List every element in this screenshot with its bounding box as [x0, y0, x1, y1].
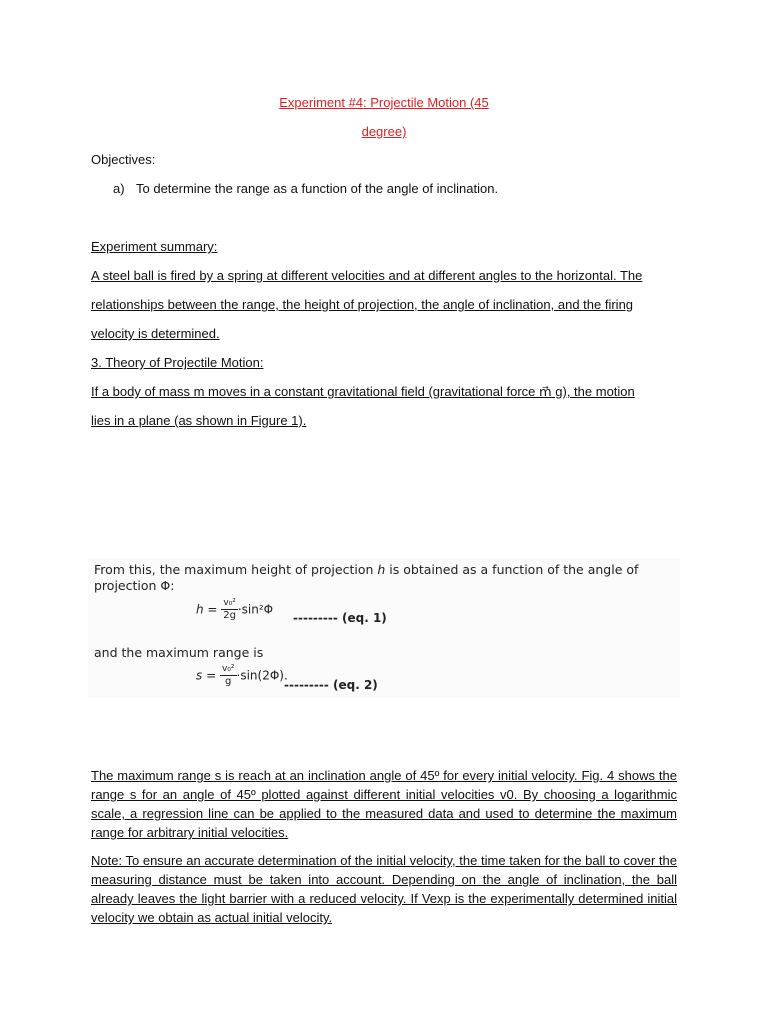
equation-2 — [196, 664, 288, 688]
page-title-continued: degree) — [361, 124, 407, 139]
eq1-rhs: ·sin²Φ — [237, 602, 274, 617]
figure-mid-text: and the maximum range is — [94, 645, 264, 660]
paragraph-note: Note: To ensure an accurate determination of the initial velocity, the time taken for the ball to cover the measuring distance must be taken into account. Depending on the angle of inclination, the ball already leaves the light barrier with a reduced velocity. If Vexp is the experimentally determined initial velocity we obtain as actual initial velocity. — [91, 853, 677, 925]
paragraph-maximum-range: The maximum range s is reach at an inclination angle of 45º for every initial velocity. Fig. 4 shows the range s for an angle of 45º plotted against different initial velocities v0. By choosing a logarithmic scale, a regression line can be applied to the measured data and used to determine the maximum range for arbitrary initial velocities. — [91, 768, 677, 840]
summary-line: relationships between the range, the height of projection, the angle of inclination, and the firing — [91, 297, 634, 312]
eq2-fraction: $\frac{\text{v₀²}}{g}$ — [221, 664, 235, 687]
summary-line: velocity is determined. — [91, 326, 220, 341]
theory-line: If a body of mass m moves in a constant gravitational field (gravitational force m⃗ g), the motion — [91, 384, 635, 399]
eq2-rhs: ·sin(2Φ). — [236, 668, 288, 683]
list-marker: a) — [113, 181, 125, 196]
eq1-label: --------- (eq. 1) — [293, 611, 387, 625]
equation-1 — [196, 598, 273, 622]
equations-figure — [88, 558, 680, 698]
theory-line: lies in a plane (as shown in Figure 1). — [91, 413, 307, 428]
page-title: Experiment #4: Projectile Motion (45 — [279, 95, 489, 110]
theory-heading: 3. Theory of Projectile Motion: — [91, 355, 264, 370]
summary-heading: Experiment summary: — [91, 239, 218, 254]
eq2-lhs: s = — [196, 668, 217, 683]
objective-item: To determine the range as a function of the angle of inclination. — [136, 181, 499, 196]
eq2-label: --------- (eq. 2) — [284, 678, 378, 692]
eq1-fraction: $\frac{\text{v₀²}}{2g}$ — [223, 598, 236, 621]
summary-line: A steel ball is fired by a spring at different velocities and at different angles to the horizontal. The — [91, 268, 643, 283]
objectives-heading: Objectives: — [91, 152, 156, 167]
figure-intro-text: From this, the maximum height of projection h is obtained as a function of the angle of projection Φ: — [94, 562, 639, 593]
eq1-lhs: h = — [196, 602, 218, 617]
